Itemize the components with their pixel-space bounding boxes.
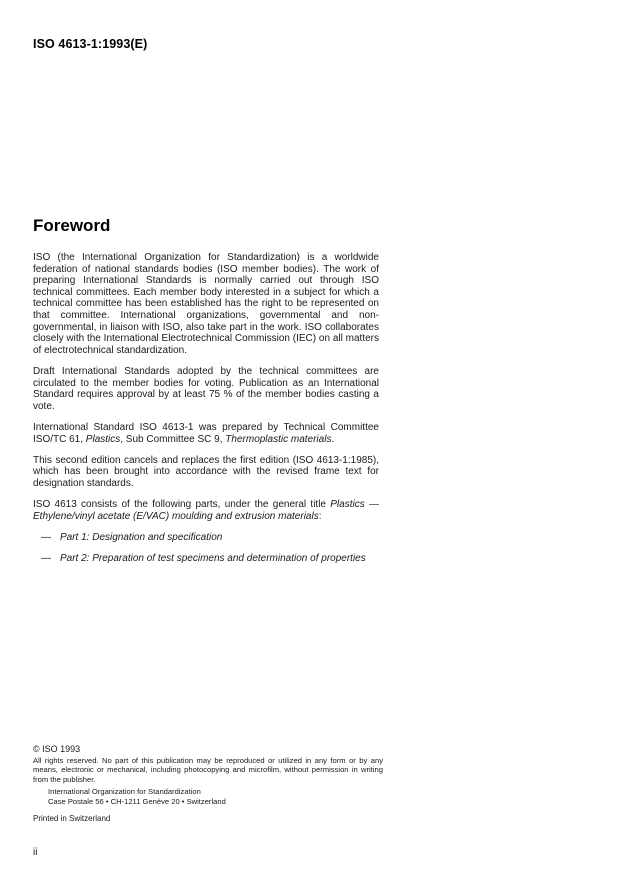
preparation-subcommittee-name: Thermoplastic materials [225,433,332,445]
publisher-address [33,787,383,806]
dash-bullet: — [41,531,51,543]
paragraph-parts-intro [33,499,379,522]
preparation-text-1: International Standard ISO 4613-1 was prepared by Technical Committee ISO/TC 61, [33,421,379,445]
printed-in: Printed in Switzerland [33,813,111,823]
preparation-text-3: . [331,433,335,445]
copyright-footer [33,745,383,823]
list-item [33,532,379,544]
publisher-name: International Organization for Standardization [48,787,201,797]
part-title: Part 1: Designation and specification [60,531,223,543]
paragraph-iso-intro: ISO (the International Organization for Standardization) is a worldwide federation of national standards bodies (ISO member bodies). The work of preparing International Standards is normally carried out through ISO technical committees. Each member body interested in a subject for which a technical committee has been established has the right to be represented on that committee. International organizations, governmental and non-governmental, in liaison with ISO, also take part in the work. ISO collaborates closely with the International Electrotechnical Commission (IEC) on all matters of electrotechnical standardization. [33,252,379,356]
rights-statement: All rights reserved. No part of this publication may be reproduced or utilized in any form or by any means, electronic or mechanical, including photocopying and microfilm, without permission in writing from the publisher. [33,755,383,784]
publisher-location: Case Postale 56 • CH-1211 Genève 20 • Switzerland [48,796,226,806]
foreword-body [33,252,379,575]
document-code: ISO 4613-1:1993(E) [33,37,148,51]
copyright-notice: © ISO 1993 [33,744,81,754]
dash-bullet: — [41,553,51,565]
parts-general-title: Plastics — Ethylene/vinyl acetate (E/VAC) moulding and extrusion materials [33,499,380,522]
parts-intro-text: ISO 4613 consists of the following parts, under the general title [33,499,331,511]
preparation-committee-name: Plastics [85,433,121,445]
section-title: Foreword [33,216,111,235]
paragraph-draft-standards: Draft International Standards adopted by the technical committees are circulated to the member bodies for voting. Publication as an International Standard requires approval by at least 75 % of the member bodies casting a vote. [33,365,379,412]
paragraph-edition: This second edition cancels and replaces the first edition (ISO 4613-1:1985), which has been brought into accordance with the revised frame text for designation standards. [33,454,379,489]
list-item [33,553,379,565]
parts-intro-colon: : [318,510,322,522]
page-number: ii [33,847,38,858]
paragraph-preparation [33,422,379,445]
preparation-text-2: , Sub Committee SC 9, [120,433,226,445]
parts-list [33,532,379,565]
part-title: Part 2: Preparation of test specimens and determination of properties [60,553,366,565]
